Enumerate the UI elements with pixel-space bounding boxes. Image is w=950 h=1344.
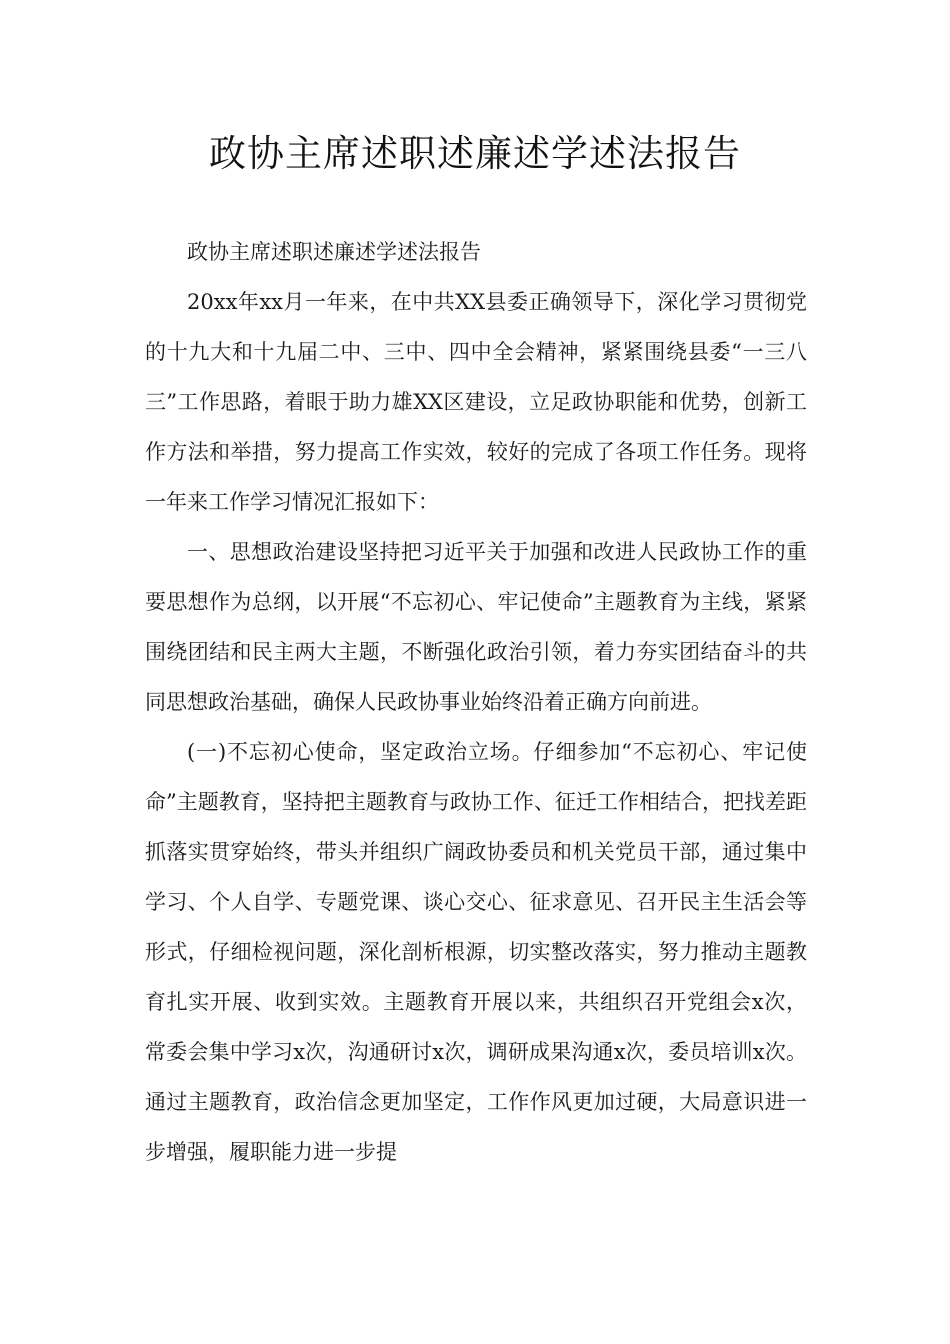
document-body: [145, 227, 807, 1177]
document-title: 政协主席述职述廉述学述法报告: [209, 132, 741, 175]
paragraph-subsection-one: (一)不忘初心使命，坚定政治立场。仔细参加“不忘初心、牢记使命”主题教育，坚持把主题教育与政协工作、征迁工作相结合，把找差距抓落实贯穿始终，带头并组织广阔政协委员和机关党员干部，通过集中学习、个人自学、专题党课、谈心交心、征求意见、召开民主生活会等形式，仔细检视问题，深化剖析根源，切实整改落实，努力推动主题教育扎实开展、收到实效。主题教育开展以来，共组织召开党组会x次，常委会集中学习x次，沟通研讨x次，调研成果沟通x次，委员培训x次。通过主题教育，政治信念更加坚定，工作作风更加过硬，大局意识进一步增强，履职能力进一步提: [145, 740, 807, 1164]
paragraph-section-one: 一、思想政治建设坚持把习近平关于加强和改进人民政协工作的重要思想作为总纲，以开展“不忘初心、牢记使命”主题教育为主线，紧紧围绕团结和民主两大主题，不断强化政治引领，着力夯实团结奋斗的共同思想政治基础，确保人民政协事业始终沿着正确方向前进。: [145, 540, 807, 714]
paragraph-subtitle: 政协主席述职述廉述学述法报告: [187, 240, 481, 264]
paragraph-intro: 20xx年xx月一年来，在中共XX县委正确领导下，深化学习贯彻党的十九大和十九届二中、三中、四中全会精神，紧紧围绕县委“一三八三”工作思路，着眼于助力雄XX区建设，立足政协职能和优势，创新工作方法和举措，努力提高工作实效，较好的完成了各项工作任务。现将一年来工作学习情况汇报如下：: [145, 290, 807, 514]
